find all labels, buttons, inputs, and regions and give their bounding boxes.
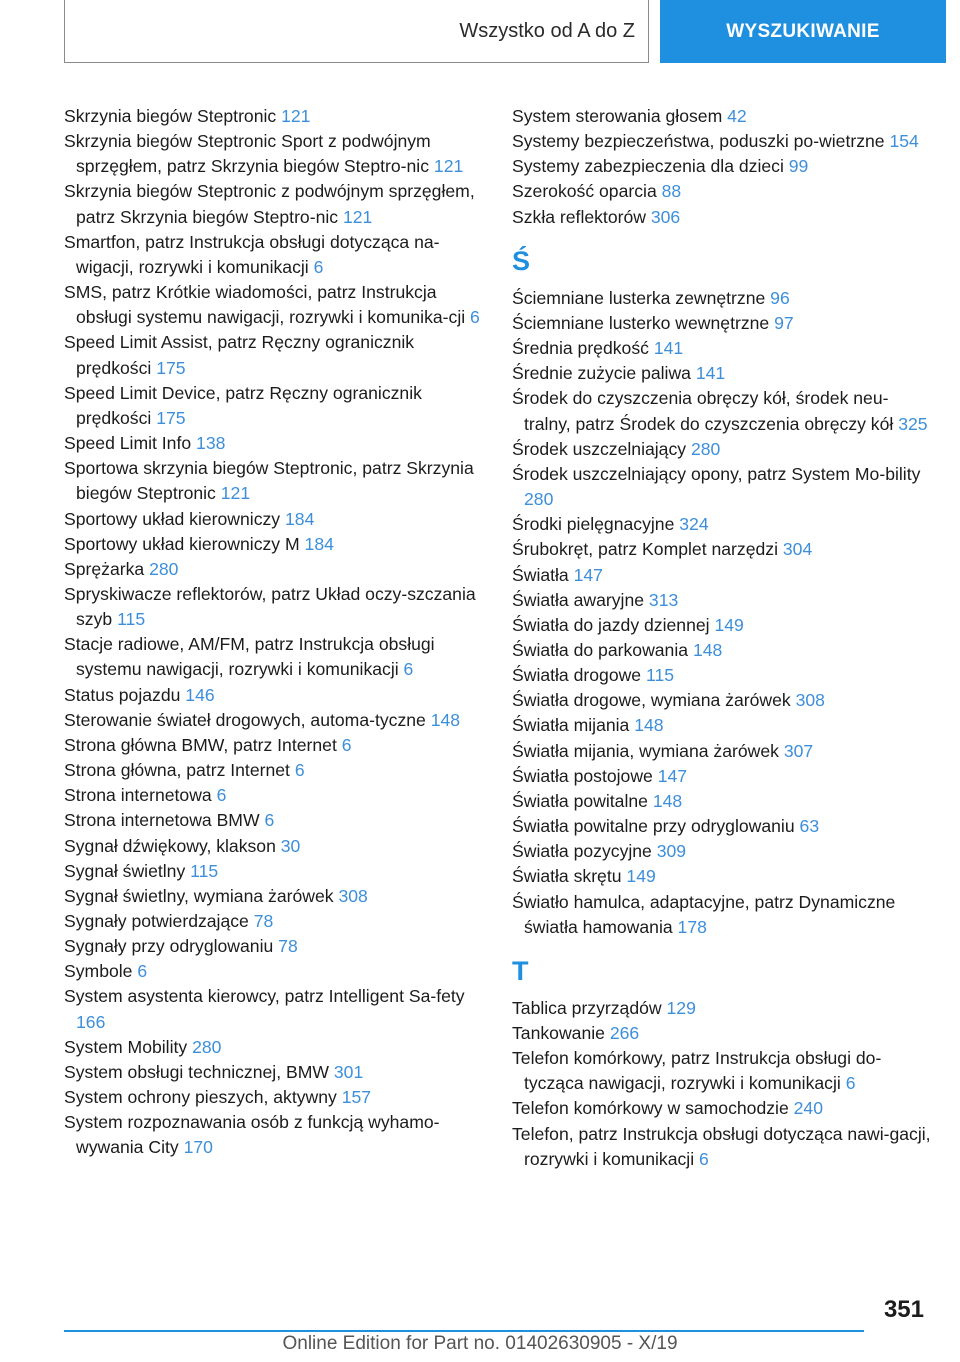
- index-entry-text: Sygnał świetlny: [64, 860, 186, 881]
- index-entry-text: Speed Limit Device, patrz Ręczny ogranicznik prędkości: [64, 382, 422, 428]
- index-entry: [512, 563, 932, 588]
- index-page-link[interactable]: 141: [653, 338, 684, 359]
- index-entry-text: Sportowa skrzynia biegów Steptronic, patrz Skrzynia biegów Steptronic: [64, 458, 474, 504]
- index-page-link[interactable]: 147: [573, 564, 603, 585]
- index-entry-text: Skrzynia biegów Steptronic Sport z podwójnym sprzęgłem, patrz Skrzynia biegów Steptro-nic: [64, 131, 431, 177]
- index-entry: [512, 154, 932, 179]
- index-page-link[interactable]: 115: [645, 665, 675, 686]
- index-page-link[interactable]: 6: [294, 760, 305, 781]
- index-entry-text: Speed Limit Info: [64, 433, 192, 454]
- index-page-link[interactable]: 148: [430, 709, 461, 730]
- index-entry: [64, 532, 482, 557]
- index-page-link[interactable]: 301: [333, 1061, 364, 1082]
- index-entry: [64, 834, 482, 859]
- index-entry: [512, 688, 932, 713]
- index-page-link[interactable]: 138: [196, 433, 226, 454]
- index-entry-text: Średnia prędkość: [512, 338, 649, 359]
- index-page-link[interactable]: 313: [648, 589, 679, 610]
- index-entry: [64, 808, 482, 833]
- index-entry: [512, 996, 932, 1021]
- index-entry: [512, 638, 932, 663]
- index-entry-text: Światła: [512, 564, 569, 585]
- tab-all-a-to-z[interactable]: [64, 0, 649, 63]
- index-page-link[interactable]: 141: [695, 363, 726, 384]
- index-entry-text: Smartfon, patrz Instrukcja obsługi dotycząca na-wigacji, rozrywki i komunikacji: [64, 231, 440, 277]
- index-page-link[interactable]: 6: [216, 785, 227, 806]
- index-entry-text: Spryskiwacze reflektorów, patrz Układ oczy-szczania szyb: [64, 583, 476, 630]
- index-page-link[interactable]: 121: [433, 156, 464, 177]
- index-entry-text: Sygnał dźwiękowy, klakson: [64, 835, 276, 856]
- index-page-link[interactable]: 308: [338, 885, 368, 906]
- index-entry-text: Sportowy układ kierowniczy: [64, 508, 281, 529]
- index-entry-text: System asystenta kierowcy, patrz Intelligent Sa-fety: [64, 986, 465, 1007]
- index-page-link[interactable]: 309: [656, 841, 687, 862]
- index-entry-text: Strona główna BMW, patrz Internet: [64, 734, 337, 755]
- index-entry: [512, 789, 932, 814]
- index-entry: [512, 386, 932, 436]
- index-page-link[interactable]: 157: [341, 1087, 372, 1108]
- index-entry-text: Światła drogowe, wymiana żarówek: [512, 690, 791, 711]
- index-entry-text: Systemy zabezpieczenia dla dzieci: [512, 156, 784, 177]
- index-entry-text: System Mobility: [64, 1036, 188, 1057]
- index-letter-heading: Ś: [512, 245, 531, 276]
- index-page-link[interactable]: 148: [634, 715, 664, 736]
- index-page-link[interactable]: 42: [727, 106, 747, 126]
- index-entry: [64, 934, 482, 959]
- index-entry-text: Środek do czyszczenia obręczy kół, środek neu-tralny, patrz Środek do czyszczenia obręczy kół: [512, 388, 894, 434]
- index-entry-text: Skrzynia biegów Steptronic z podwójnym sprzęgłem, patrz Skrzynia biegów Steptro-nic: [64, 181, 475, 227]
- index-entry-text: Telefon komórkowy, patrz Instrukcja obsługi do-tycząca nawigacji, rozrywki i komunikacji: [512, 1048, 882, 1094]
- index-entry: [64, 1035, 482, 1060]
- index-entry-text: Środek uszczelniający opony, patrz System Mo-bility: [512, 463, 921, 484]
- index-entry-text: Strona internetowa: [64, 785, 212, 806]
- index-entry-text: Środki pielęgnacyjne: [512, 514, 675, 535]
- index-entry: [64, 909, 482, 934]
- index-column-right: [512, 104, 932, 1172]
- tab-search[interactable]: [660, 0, 946, 63]
- index-entry: [512, 437, 932, 462]
- index-entry: [64, 456, 482, 506]
- index-entry: [512, 839, 932, 864]
- index-letter-heading: T: [512, 955, 529, 986]
- index-entry: [64, 230, 482, 280]
- index-page-link[interactable]: 97: [774, 312, 794, 333]
- tab-search-label: WYSZUKIWANIE: [726, 20, 880, 42]
- index-entry: [64, 129, 482, 179]
- index-entry: [512, 336, 932, 361]
- index-page-link[interactable]: 280: [192, 1036, 222, 1057]
- index-page-link[interactable]: 6: [137, 961, 148, 982]
- index-entry: [512, 311, 932, 336]
- index-page-link[interactable]: 78: [278, 936, 298, 957]
- index-entry: [64, 783, 482, 808]
- index-page-link[interactable]: 307: [783, 740, 814, 761]
- footer-edition-text: Online Edition for Part no. 01402630905 - X/19: [282, 1333, 678, 1354]
- index-entry: [64, 1085, 482, 1110]
- index-page-link[interactable]: 240: [793, 1098, 823, 1119]
- index-entry: [512, 537, 932, 562]
- index-entry-text: Szkła reflektorów: [512, 206, 646, 227]
- index-entry-text: System ochrony pieszych, aktywny: [64, 1087, 337, 1108]
- index-page-link[interactable]: 306: [650, 206, 681, 227]
- index-page-link[interactable]: 178: [677, 916, 707, 937]
- index-entry-text: SMS, patrz Krótkie wiadomości, patrz Instrukcja obsługi systemu nawigacji, rozrywki i komunika-cji: [64, 282, 466, 328]
- index-entry-text: Światła pozycyjne: [512, 841, 652, 862]
- index-entry: [512, 864, 932, 889]
- index-entry: [64, 683, 482, 708]
- index-entry-text: Ściemniane lusterko wewnętrzne: [512, 312, 770, 333]
- index-entry: [64, 984, 482, 1034]
- index-entry: [512, 814, 932, 839]
- index-page-link[interactable]: 149: [626, 866, 656, 887]
- index-page-link[interactable]: 6: [403, 659, 414, 680]
- index-entry: [512, 361, 932, 386]
- index-entry: [512, 713, 932, 738]
- index-entry-text: Światła postojowe: [512, 765, 653, 786]
- index-entry-text: Sprężarka: [64, 558, 145, 579]
- index-entry: [64, 708, 482, 733]
- index-entry-text: Sygnały potwierdzające: [64, 911, 249, 931]
- index-page-link[interactable]: 88: [661, 181, 682, 202]
- index-page-link[interactable]: 184: [285, 508, 315, 529]
- index-entry: [64, 758, 482, 783]
- index-entry: [512, 129, 932, 154]
- index-entry-text: Tablica przyrządów: [512, 997, 662, 1018]
- index-entry: [512, 512, 932, 537]
- index-page-link[interactable]: 6: [699, 1148, 709, 1169]
- index-entry: [512, 286, 932, 311]
- index-entry-text: Światła mijania, wymiana żarówek: [512, 740, 779, 761]
- index-entry-text: Światła awaryjne: [512, 589, 645, 610]
- index-page-link[interactable]: 148: [652, 790, 683, 811]
- index-page-link[interactable]: 30: [280, 835, 301, 856]
- index-page-link[interactable]: 280: [149, 558, 179, 579]
- index-entry: [512, 764, 932, 789]
- index-page-link[interactable]: 6: [470, 307, 480, 328]
- index-entry-text: Speed Limit Assist, patrz Ręczny ogranicznik prędkości: [64, 332, 415, 378]
- index-page-link[interactable]: 325: [898, 413, 928, 434]
- index-entry: [512, 1046, 932, 1096]
- index-entry-text: Telefon komórkowy w samochodzie: [512, 1098, 789, 1119]
- index-entry: [64, 884, 482, 909]
- index-page-link[interactable]: 147: [657, 765, 688, 786]
- index-entry-text: Sterowanie świateł drogowych, automa-tyczne: [64, 709, 426, 730]
- index-page-link[interactable]: 6: [313, 256, 324, 277]
- index-entry: [64, 859, 482, 884]
- index-entry: [64, 1060, 482, 1085]
- index-page-link[interactable]: 149: [714, 614, 744, 635]
- index-entry: [512, 1122, 932, 1172]
- index-entry-text: Światło hamulca, adaptacyjne, patrz Dynamiczne światła hamowania: [512, 891, 896, 937]
- index-entry-text: Światła drogowe: [512, 665, 642, 686]
- index-page-link[interactable]: 96: [770, 287, 790, 308]
- index-entry-text: Sygnał świetlny, wymiana żarówek: [64, 885, 334, 906]
- index-entry: [64, 381, 482, 431]
- index-page-link[interactable]: 78: [253, 911, 274, 931]
- index-entry-text: Światła powitalne przy odryglowaniu: [512, 816, 795, 837]
- index-page-link[interactable]: 148: [692, 639, 723, 660]
- index-entry-text: System rozpoznawania osób z funkcją wyhamo-wywania City: [64, 1112, 440, 1158]
- index-entry: [512, 205, 932, 230]
- index-entry-text: Średnie zużycie paliwa: [512, 363, 691, 384]
- index-entry: [64, 557, 482, 582]
- index-entry-text: Systemy bezpieczeństwa, poduszki po-wietrzne: [512, 131, 885, 152]
- index-page-link[interactable]: 324: [679, 514, 709, 535]
- index-page-link[interactable]: 121: [281, 106, 311, 126]
- index-page-link[interactable]: 280: [524, 489, 554, 510]
- index-entry: [64, 330, 482, 380]
- index-entry-text: Status pojazdu: [64, 684, 181, 705]
- index-entry: [64, 1110, 482, 1160]
- index-entry: [64, 280, 482, 330]
- index-entry-text: Światła powitalne: [512, 790, 648, 811]
- index-page-link[interactable]: 184: [304, 533, 334, 554]
- index-entry-text: Światła skrętu: [512, 866, 622, 887]
- index-entry: [64, 104, 482, 129]
- index-entry: [512, 1096, 932, 1121]
- index-page-link[interactable]: 115: [190, 860, 219, 881]
- index-entry: [64, 632, 482, 682]
- index-page-link[interactable]: 280: [690, 438, 721, 459]
- index-column-left: [64, 104, 482, 1161]
- index-entry-text: Tankowanie: [512, 1023, 605, 1043]
- index-page-link[interactable]: 63: [799, 816, 820, 837]
- index-entry-text: System sterowania głosem: [512, 106, 723, 126]
- index-page-link[interactable]: 6: [845, 1073, 856, 1094]
- index-entry: [512, 1021, 932, 1046]
- index-entry-text: Śrubokręt, patrz Komplet narzędzi: [512, 539, 778, 560]
- index-page-link[interactable]: 129: [666, 997, 696, 1018]
- index-page-link[interactable]: 308: [795, 690, 825, 711]
- index-entry: [64, 507, 482, 532]
- index-page-link[interactable]: 121: [342, 206, 373, 227]
- index-page-link[interactable]: 175: [156, 407, 186, 428]
- index-entry-text: Ściemniane lusterka zewnętrzne: [512, 287, 766, 308]
- footer-divider: [64, 1330, 864, 1332]
- page-number: 351: [883, 1296, 924, 1323]
- index-page-link[interactable]: 99: [788, 156, 809, 177]
- index-entry: [512, 588, 932, 613]
- index-entry-text: System obsługi technicznej, BMW: [64, 1061, 329, 1082]
- index-entry-text: Stacje radiowe, AM/FM, patrz Instrukcja obsługi systemu nawigacji, rozrywki i komunikacji: [64, 634, 435, 680]
- index-entry: [512, 739, 932, 764]
- index-page-link[interactable]: 121: [220, 483, 251, 504]
- index-entry: [512, 462, 932, 512]
- index-entry-text: Sportowy układ kierowniczy M: [64, 533, 300, 554]
- index-page-link[interactable]: 6: [341, 734, 352, 755]
- index-entry: [64, 959, 482, 984]
- index-page-link[interactable]: 175: [156, 357, 186, 378]
- index-entry: [512, 890, 932, 940]
- index-page-link[interactable]: 166: [76, 1011, 106, 1032]
- index-entry-text: Strona internetowa BMW: [64, 810, 260, 831]
- index-entry-text: Symbole: [64, 961, 133, 982]
- index-entry-text: Strona główna, patrz Internet: [64, 760, 290, 781]
- index-page-link[interactable]: 6: [264, 810, 275, 831]
- index-entry-text: Światła do parkowania: [512, 639, 689, 660]
- index-entry: [512, 663, 932, 688]
- index-entry-text: Skrzynia biegów Steptronic: [64, 106, 277, 126]
- index-entry: [512, 104, 932, 129]
- index-entry-text: Sygnały przy odryglowaniu: [64, 936, 274, 957]
- index-entry-text: Światła mijania: [512, 715, 630, 736]
- index-entry: [512, 179, 932, 204]
- index-page-link[interactable]: 304: [782, 539, 813, 560]
- index-entry-text: Środek uszczelniający: [512, 438, 687, 459]
- index-entry: [512, 613, 932, 638]
- index-entry: [64, 431, 482, 456]
- tab-all-a-to-z-label: Wszystko od A do Z: [459, 19, 635, 42]
- index-entry: [64, 733, 482, 758]
- index-entry: [64, 582, 482, 632]
- index-page-link[interactable]: 266: [609, 1023, 640, 1043]
- index-page-link[interactable]: 146: [185, 684, 215, 705]
- index-page-link[interactable]: 170: [183, 1137, 213, 1158]
- index-page-link[interactable]: 154: [889, 131, 919, 152]
- index-entry-text: Szerokość oparcia: [512, 181, 657, 202]
- index-page-link[interactable]: 115: [117, 609, 146, 630]
- index-entry: [64, 179, 482, 229]
- index-entry-text: Telefon, patrz Instrukcja obsługi dotycząca nawi-gacji, rozrywki i komunikacji: [512, 1123, 931, 1169]
- index-entry-text: Światła do jazdy dziennej: [512, 614, 710, 635]
